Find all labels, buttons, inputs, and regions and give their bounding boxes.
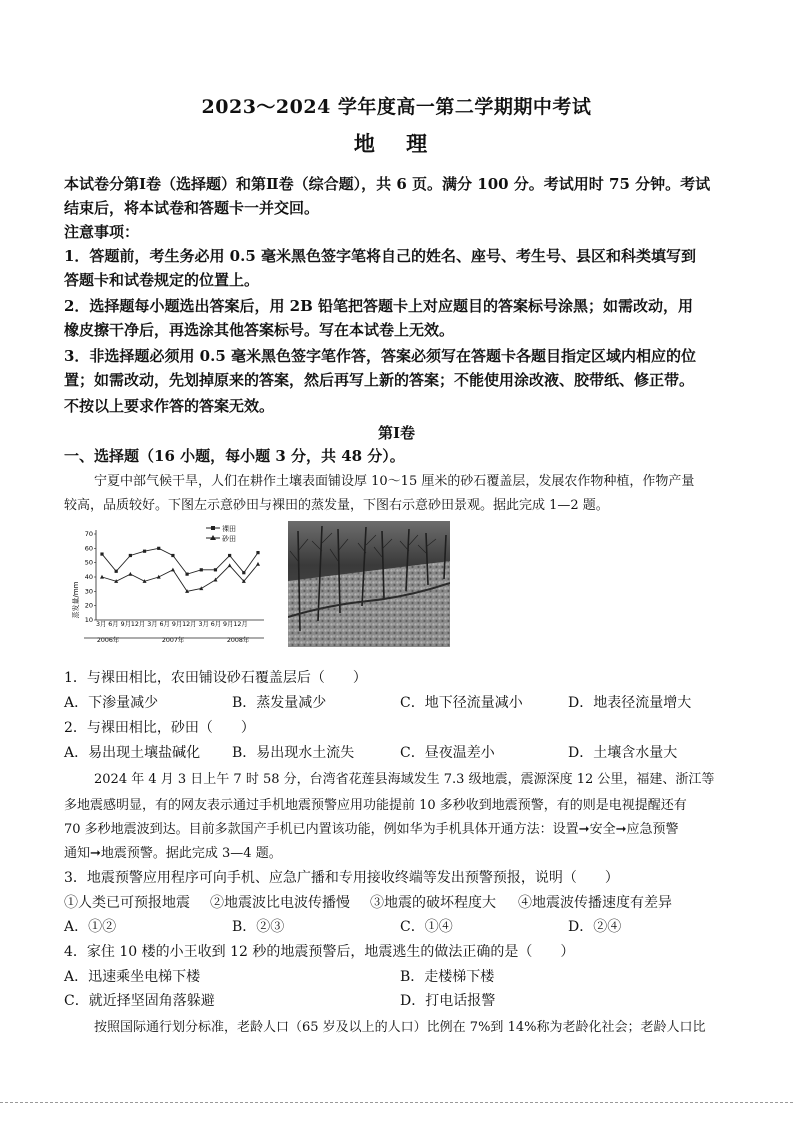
point-s1-9 (228, 563, 232, 567)
q3-statement-3: ③地震的破坏程度大 (370, 895, 496, 911)
q2-option-b: B．易出现水土流失 (232, 745, 355, 761)
q3-statement-1: ①人类已可预报地震 (64, 895, 190, 911)
section-heading: 一、选择题（16 小题，每小题 3 分，共 48 分）。 (64, 447, 405, 465)
y-tick-label-70: 70 (84, 530, 93, 538)
q1-stem: 1．与裸田相比，农田铺设砂石覆盖层后（ ） (64, 670, 367, 686)
point-s1-2 (128, 572, 132, 576)
point-s0-10 (242, 571, 245, 574)
passage2-line-1: 2024 年 4 月 3 日上午 7 时 58 分，台湾省花莲县海域发生 7.3 级地震，震源深度 12 公里，福建、浙江等 (94, 772, 715, 787)
q4-stem: 4．家住 10 楼的小王收到 12 秒的地震预警后，地震逃生的做法正确的是（ ） (64, 944, 575, 960)
q1-option-d: D．地表径流量增大 (568, 695, 692, 711)
q3-option-b: B．②③ (232, 919, 285, 935)
notice-title: 注意事项： (64, 223, 140, 241)
point-s1-7 (199, 586, 203, 590)
passage3-line-1: 按照国际通行划分标准，老龄人口（65 岁及以上的人口）比例在 7%到 14%称为老龄化社会；老龄人口比 (94, 1020, 706, 1035)
q3-statement-4: ④地震波传播速度有差异 (518, 895, 672, 911)
notice-2b: 橡皮擦干净后，再选涂其他答案标号。写在本试卷上无效。 (64, 321, 455, 339)
point-s0-5 (171, 554, 174, 557)
point-s1-5 (171, 568, 175, 572)
q1-option-c: C．地下径流量减小 (400, 695, 523, 711)
q3-stem: 3．地震预警应用程序可向手机、应急广播和专用接收终端等发出预警预报，说明（ ） (64, 870, 619, 886)
point-s0-7 (200, 568, 203, 571)
q2-option-d: D．土壤含水量大 (568, 745, 678, 761)
q3-option-a: A．①② (64, 919, 117, 935)
notice-3c: 不按以上要求作答的答案无效。 (64, 397, 275, 415)
q4-option-b: B．走楼梯下楼 (400, 969, 495, 985)
chart-svg (64, 520, 274, 650)
photo-svg (288, 521, 450, 647)
q2-option-c: C．昼夜温差小 (400, 745, 495, 761)
passage2-line-3: 70 多秒地震波到达。目前多款国产手机已内置该功能，例如华为手机具体开通方法：设置➞安全➞应急预警 (64, 822, 679, 837)
passage2-line-4: 通知➞地震预警。据此完成 3—4 题。 (64, 846, 282, 861)
intro-line-1: 本试卷分第Ⅰ卷（选择题）和第Ⅱ卷（综合题），共 6 页。满分 100 分。考试用时 75 分钟。考试 (64, 175, 711, 193)
point-s0-3 (143, 550, 146, 553)
notice-3a: 3．非选择题必须用 0.5 毫米黑色签字笔作答，答案必须写在答题卡各题目指定区域内相应的位 (64, 347, 696, 365)
y-tick-label-30: 30 (84, 587, 93, 596)
q4-option-c: C．就近择坚固角落躲避 (64, 993, 215, 1009)
notice-1b: 答题卡和试卷规定的位置上。 (64, 271, 260, 289)
q4-option-d: D．打电话报警 (400, 993, 496, 1009)
q1-option-b: B．蒸发量减少 (232, 695, 327, 711)
q4-option-a: A．迅速乘坐电梯下楼 (64, 969, 201, 985)
point-s0-4 (157, 547, 160, 550)
q2-option-a: A．易出现土壤盐碱化 (64, 745, 201, 761)
x-tick-labels: 3月 6月 9月12月 3月 6月 9月12月 3月 6月 9月12月 (96, 621, 248, 628)
q2-stem: 2．与裸田相比，砂田（ ） (64, 720, 255, 736)
y-tick-label-40: 40 (84, 573, 93, 581)
notice-1a: 1．答题前，考生务必用 0.5 毫米黑色签字笔将自己的姓名、座号、考生号、县区和科类填写到 (64, 247, 696, 265)
point-s0-6 (185, 573, 188, 576)
year-label-2008: 2008年 (226, 637, 250, 644)
q3-option-c: C．①④ (400, 919, 453, 935)
y-tick-label-60: 60 (84, 544, 93, 553)
legend (206, 524, 236, 543)
series-line-0 (102, 548, 258, 574)
point-s1-11 (256, 562, 260, 566)
exam-title: 2023～2024 学年度高一第二学期期中考试 (201, 96, 592, 118)
q3-statement-2: ②地震波比电波传播慢 (210, 895, 350, 911)
volume-heading: 第Ⅰ卷 (377, 424, 416, 442)
year-label-2006: 2006年 (96, 637, 120, 644)
y-tick-label-50: 50 (84, 558, 93, 567)
legend-label-bare: 裸田 (222, 525, 236, 533)
point-s0-0 (100, 552, 103, 555)
y-tick-label-20: 20 (84, 601, 93, 610)
series-line-1 (102, 564, 258, 591)
point-s0-1 (115, 570, 118, 573)
q1-option-a: A．下渗量减少 (64, 695, 159, 711)
point-s0-8 (214, 568, 217, 571)
y-tick-label-10: 10 (84, 616, 93, 624)
point-s0-2 (129, 554, 132, 557)
legend-marker-bare (211, 526, 215, 530)
y-axis-label: 蒸发量/mm (72, 581, 80, 619)
point-s0-11 (256, 551, 259, 554)
evaporation-chart (64, 520, 274, 650)
notice-2a: 2．选择题每小题选出答案后，用 2B 铅笔把答题卡上对应题目的答案标号涂黑；如需改动，用 (64, 297, 694, 315)
page-bottom-rule (0, 1102, 793, 1104)
notice-3b: 置；如需改动，先划掉原来的答案，然后再写上新的答案；不能使用涂改液、胶带纸、修正带。 (64, 371, 695, 389)
passage2-line-2: 多地震感明显，有的网友表示通过手机地震预警应用功能提前 10 多秒收到地震预警，有的则是电视提醒还有 (64, 798, 687, 813)
sand-field-photo (288, 521, 450, 647)
intro-line-2: 结束后，将本试卷和答题卡一并交回。 (64, 199, 320, 217)
subject-title: 地 理 (353, 131, 440, 156)
passage1-line-1: 宁夏中部气候干旱，人们在耕作土壤表面铺设厚 10～15 厘米的砂石覆盖层，发展农作物种植，作物产量 (94, 474, 695, 489)
passage1-line-2: 较高，品质较好。下图左示意砂田与裸田的蒸发量，下图右示意砂田景观。据此完成 1—2 题。 (64, 498, 609, 513)
year-label-2007: 2007年 (161, 637, 185, 644)
q3-option-d: D．②④ (568, 919, 622, 935)
legend-label-sand: 砂田 (222, 535, 236, 543)
point-s1-0 (100, 575, 104, 579)
point-s0-9 (228, 554, 231, 557)
